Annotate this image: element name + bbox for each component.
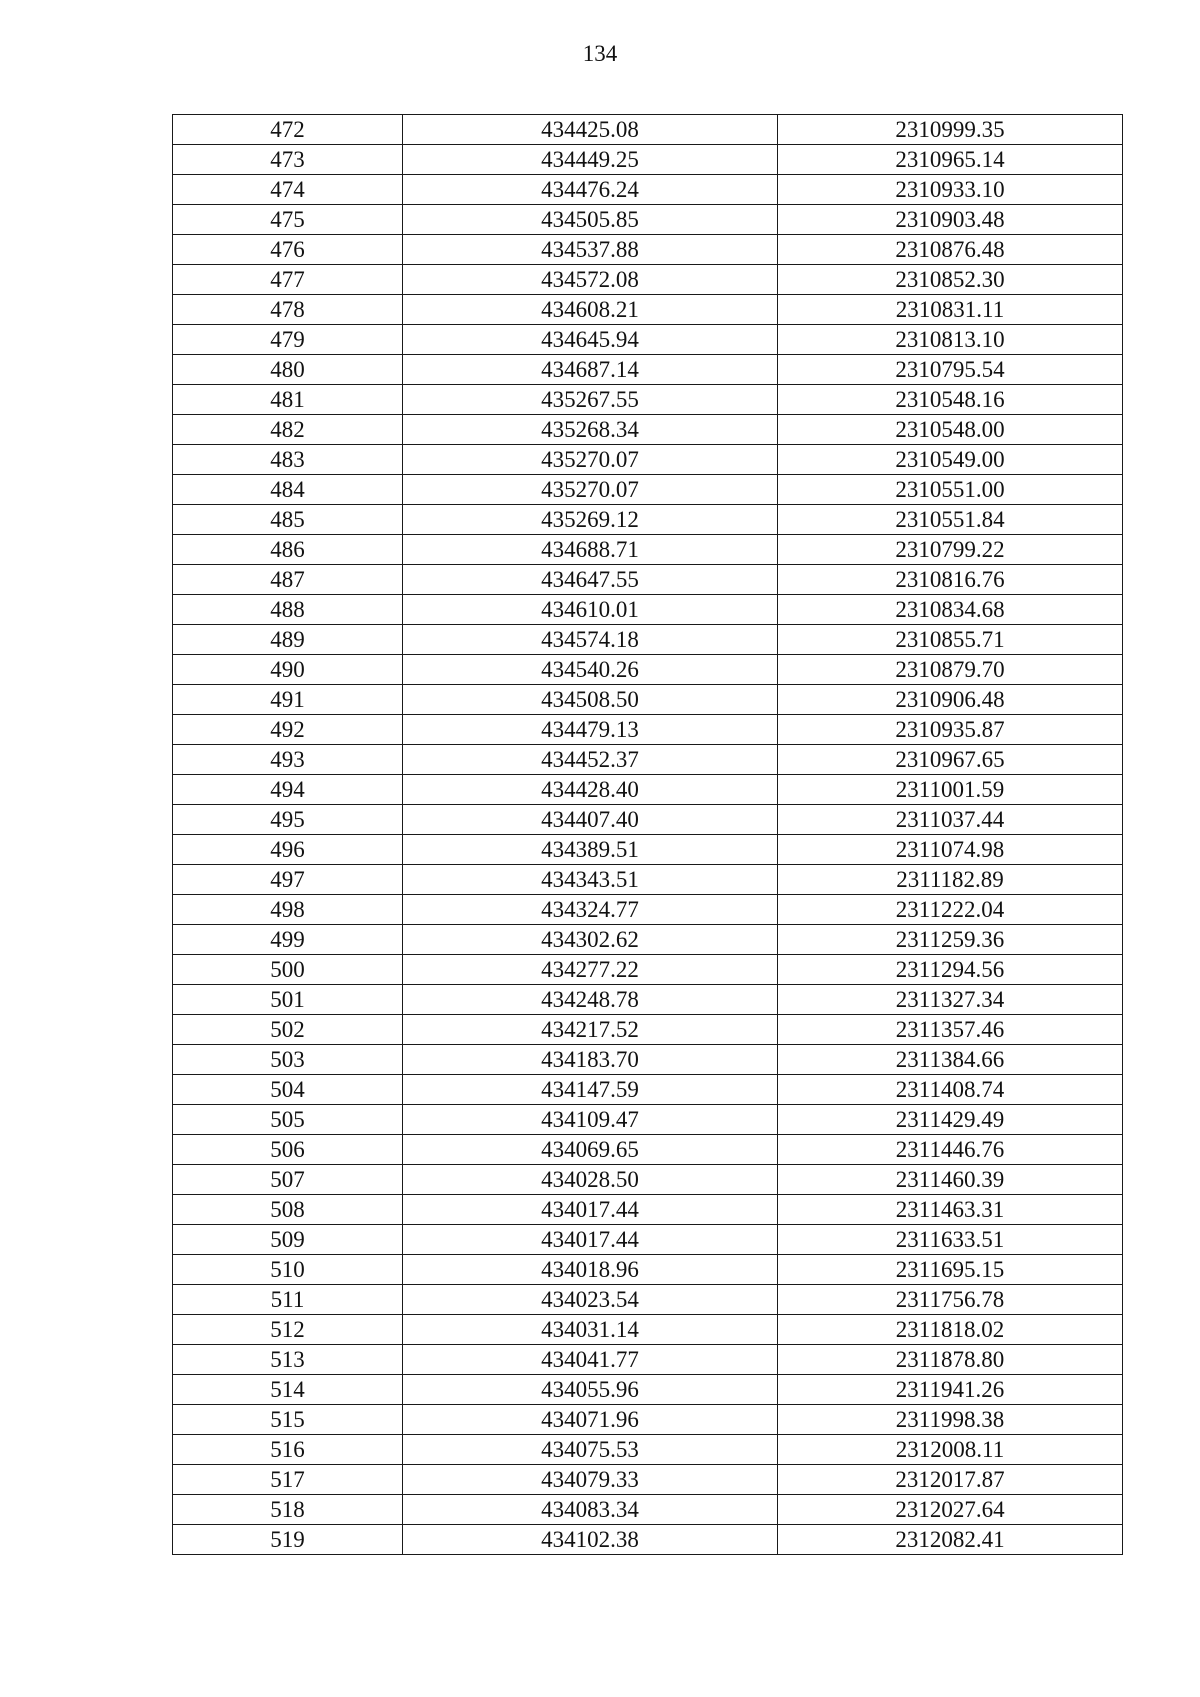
table-row	[173, 1045, 1123, 1075]
x-coordinate-cell: 435267.55	[403, 385, 778, 415]
y-coordinate-cell: 2311429.49	[778, 1105, 1123, 1135]
table-row	[173, 205, 1123, 235]
table-row	[173, 1285, 1123, 1315]
x-coordinate-cell: 434505.85	[403, 205, 778, 235]
y-coordinate-cell: 2311818.02	[778, 1315, 1123, 1345]
table-row	[173, 505, 1123, 535]
table-row	[173, 1015, 1123, 1045]
y-coordinate-cell: 2311695.15	[778, 1255, 1123, 1285]
point-number-cell: 491	[173, 685, 403, 715]
y-coordinate-cell: 2311878.80	[778, 1345, 1123, 1375]
point-number-cell: 486	[173, 535, 403, 565]
x-coordinate-cell: 434425.08	[403, 115, 778, 145]
point-number-cell: 505	[173, 1105, 403, 1135]
table-row	[173, 1225, 1123, 1255]
point-number-cell: 509	[173, 1225, 403, 1255]
x-coordinate-cell: 434452.37	[403, 745, 778, 775]
y-coordinate-cell: 2310799.22	[778, 535, 1123, 565]
point-number-cell: 515	[173, 1405, 403, 1435]
table-row	[173, 805, 1123, 835]
x-coordinate-cell: 434647.55	[403, 565, 778, 595]
x-coordinate-cell: 434031.14	[403, 1315, 778, 1345]
table-row	[173, 1465, 1123, 1495]
y-coordinate-cell: 2311633.51	[778, 1225, 1123, 1255]
table-row	[173, 445, 1123, 475]
point-number-cell: 495	[173, 805, 403, 835]
y-coordinate-cell: 2310852.30	[778, 265, 1123, 295]
y-coordinate-cell: 2310548.00	[778, 415, 1123, 445]
table-row	[173, 1105, 1123, 1135]
point-number-cell: 497	[173, 865, 403, 895]
point-number-cell: 484	[173, 475, 403, 505]
x-coordinate-cell: 434608.21	[403, 295, 778, 325]
table-row	[173, 1075, 1123, 1105]
point-number-cell: 479	[173, 325, 403, 355]
table-row	[173, 955, 1123, 985]
x-coordinate-cell: 434428.40	[403, 775, 778, 805]
point-number-cell: 504	[173, 1075, 403, 1105]
x-coordinate-cell: 434343.51	[403, 865, 778, 895]
point-number-cell: 473	[173, 145, 403, 175]
y-coordinate-cell: 2310906.48	[778, 685, 1123, 715]
table-row	[173, 115, 1123, 145]
point-number-cell: 516	[173, 1435, 403, 1465]
table-row	[173, 1255, 1123, 1285]
point-number-cell: 502	[173, 1015, 403, 1045]
point-number-cell: 477	[173, 265, 403, 295]
x-coordinate-cell: 434075.53	[403, 1435, 778, 1465]
x-coordinate-cell: 434476.24	[403, 175, 778, 205]
y-coordinate-cell: 2311941.26	[778, 1375, 1123, 1405]
table-row	[173, 1345, 1123, 1375]
table-row	[173, 595, 1123, 625]
y-coordinate-cell: 2310935.87	[778, 715, 1123, 745]
point-number-cell: 472	[173, 115, 403, 145]
y-coordinate-cell: 2311463.31	[778, 1195, 1123, 1225]
point-number-cell: 513	[173, 1345, 403, 1375]
point-number-cell: 474	[173, 175, 403, 205]
y-coordinate-cell: 2310551.84	[778, 505, 1123, 535]
x-coordinate-cell: 434018.96	[403, 1255, 778, 1285]
x-coordinate-cell: 434479.13	[403, 715, 778, 745]
point-number-cell: 512	[173, 1315, 403, 1345]
point-number-cell: 481	[173, 385, 403, 415]
x-coordinate-cell: 434083.34	[403, 1495, 778, 1525]
point-number-cell: 507	[173, 1165, 403, 1195]
y-coordinate-cell: 2310933.10	[778, 175, 1123, 205]
y-coordinate-cell: 2310795.54	[778, 355, 1123, 385]
y-coordinate-cell: 2310965.14	[778, 145, 1123, 175]
point-number-cell: 492	[173, 715, 403, 745]
point-number-cell: 514	[173, 1375, 403, 1405]
point-number-cell: 480	[173, 355, 403, 385]
point-number-cell: 483	[173, 445, 403, 475]
y-coordinate-cell: 2310549.00	[778, 445, 1123, 475]
table-row	[173, 1165, 1123, 1195]
x-coordinate-cell: 434302.62	[403, 925, 778, 955]
table-row	[173, 1495, 1123, 1525]
x-coordinate-cell: 434324.77	[403, 895, 778, 925]
point-number-cell: 489	[173, 625, 403, 655]
x-coordinate-cell: 434071.96	[403, 1405, 778, 1435]
x-coordinate-cell: 434147.59	[403, 1075, 778, 1105]
x-coordinate-cell: 434109.47	[403, 1105, 778, 1135]
y-coordinate-cell: 2310813.10	[778, 325, 1123, 355]
point-number-cell: 518	[173, 1495, 403, 1525]
x-coordinate-cell: 434572.08	[403, 265, 778, 295]
coordinate-table-body	[173, 115, 1123, 1555]
point-number-cell: 485	[173, 505, 403, 535]
point-number-cell: 494	[173, 775, 403, 805]
y-coordinate-cell: 2311460.39	[778, 1165, 1123, 1195]
table-row	[173, 685, 1123, 715]
x-coordinate-cell: 434217.52	[403, 1015, 778, 1045]
y-coordinate-cell: 2311001.59	[778, 775, 1123, 805]
x-coordinate-cell: 434183.70	[403, 1045, 778, 1075]
x-coordinate-cell: 434688.71	[403, 535, 778, 565]
y-coordinate-cell: 2311074.98	[778, 835, 1123, 865]
y-coordinate-cell: 2311222.04	[778, 895, 1123, 925]
y-coordinate-cell: 2310999.35	[778, 115, 1123, 145]
y-coordinate-cell: 2312008.11	[778, 1435, 1123, 1465]
point-number-cell: 487	[173, 565, 403, 595]
y-coordinate-cell: 2312017.87	[778, 1465, 1123, 1495]
y-coordinate-cell: 2311384.66	[778, 1045, 1123, 1075]
x-coordinate-cell: 434017.44	[403, 1225, 778, 1255]
x-coordinate-cell: 434574.18	[403, 625, 778, 655]
y-coordinate-cell: 2312027.64	[778, 1495, 1123, 1525]
table-row	[173, 415, 1123, 445]
point-number-cell: 493	[173, 745, 403, 775]
table-row	[173, 385, 1123, 415]
table-row	[173, 1435, 1123, 1465]
y-coordinate-cell: 2310903.48	[778, 205, 1123, 235]
y-coordinate-cell: 2311294.56	[778, 955, 1123, 985]
y-coordinate-cell: 2310816.76	[778, 565, 1123, 595]
coordinate-table-container	[172, 114, 1122, 1555]
point-number-cell: 490	[173, 655, 403, 685]
x-coordinate-cell: 435269.12	[403, 505, 778, 535]
table-row	[173, 775, 1123, 805]
y-coordinate-cell: 2310834.68	[778, 595, 1123, 625]
x-coordinate-cell: 434508.50	[403, 685, 778, 715]
y-coordinate-cell: 2310967.65	[778, 745, 1123, 775]
point-number-cell: 488	[173, 595, 403, 625]
x-coordinate-cell: 435270.07	[403, 445, 778, 475]
table-row	[173, 865, 1123, 895]
y-coordinate-cell: 2310876.48	[778, 235, 1123, 265]
table-row	[173, 925, 1123, 955]
x-coordinate-cell: 434610.01	[403, 595, 778, 625]
table-row	[173, 745, 1123, 775]
point-number-cell: 499	[173, 925, 403, 955]
x-coordinate-cell: 435268.34	[403, 415, 778, 445]
y-coordinate-cell: 2311446.76	[778, 1135, 1123, 1165]
table-row	[173, 175, 1123, 205]
point-number-cell: 478	[173, 295, 403, 325]
table-row	[173, 145, 1123, 175]
x-coordinate-cell: 434540.26	[403, 655, 778, 685]
y-coordinate-cell: 2311756.78	[778, 1285, 1123, 1315]
table-row	[173, 625, 1123, 655]
x-coordinate-cell: 434537.88	[403, 235, 778, 265]
y-coordinate-cell: 2311408.74	[778, 1075, 1123, 1105]
table-row	[173, 1315, 1123, 1345]
x-coordinate-cell: 434079.33	[403, 1465, 778, 1495]
point-number-cell: 498	[173, 895, 403, 925]
x-coordinate-cell: 434449.25	[403, 145, 778, 175]
y-coordinate-cell: 2310879.70	[778, 655, 1123, 685]
x-coordinate-cell: 434023.54	[403, 1285, 778, 1315]
table-row	[173, 565, 1123, 595]
table-row	[173, 295, 1123, 325]
point-number-cell: 501	[173, 985, 403, 1015]
point-number-cell: 496	[173, 835, 403, 865]
table-row	[173, 835, 1123, 865]
y-coordinate-cell: 2311357.46	[778, 1015, 1123, 1045]
point-number-cell: 519	[173, 1525, 403, 1555]
x-coordinate-cell: 434389.51	[403, 835, 778, 865]
x-coordinate-cell: 434248.78	[403, 985, 778, 1015]
point-number-cell: 508	[173, 1195, 403, 1225]
table-row	[173, 265, 1123, 295]
x-coordinate-cell: 434055.96	[403, 1375, 778, 1405]
x-coordinate-cell: 434102.38	[403, 1525, 778, 1555]
y-coordinate-cell: 2311037.44	[778, 805, 1123, 835]
table-row	[173, 325, 1123, 355]
table-row	[173, 895, 1123, 925]
table-row	[173, 535, 1123, 565]
point-number-cell: 511	[173, 1285, 403, 1315]
table-row	[173, 1405, 1123, 1435]
point-number-cell: 510	[173, 1255, 403, 1285]
point-number-cell: 500	[173, 955, 403, 985]
table-row	[173, 985, 1123, 1015]
point-number-cell: 476	[173, 235, 403, 265]
table-row	[173, 355, 1123, 385]
table-row	[173, 655, 1123, 685]
point-number-cell: 506	[173, 1135, 403, 1165]
table-row	[173, 1195, 1123, 1225]
x-coordinate-cell: 434645.94	[403, 325, 778, 355]
table-row	[173, 1135, 1123, 1165]
y-coordinate-cell: 2312082.41	[778, 1525, 1123, 1555]
x-coordinate-cell: 434069.65	[403, 1135, 778, 1165]
x-coordinate-cell: 434277.22	[403, 955, 778, 985]
table-row	[173, 715, 1123, 745]
point-number-cell: 475	[173, 205, 403, 235]
x-coordinate-cell: 434687.14	[403, 355, 778, 385]
x-coordinate-cell: 434017.44	[403, 1195, 778, 1225]
coordinate-table	[172, 114, 1123, 1555]
page-number: 134	[582, 41, 618, 66]
x-coordinate-cell: 434028.50	[403, 1165, 778, 1195]
point-number-cell: 503	[173, 1045, 403, 1075]
y-coordinate-cell: 2311998.38	[778, 1405, 1123, 1435]
table-row	[173, 475, 1123, 505]
table-row	[173, 235, 1123, 265]
point-number-cell: 517	[173, 1465, 403, 1495]
y-coordinate-cell: 2311259.36	[778, 925, 1123, 955]
x-coordinate-cell: 434041.77	[403, 1345, 778, 1375]
y-coordinate-cell: 2310831.11	[778, 295, 1123, 325]
y-coordinate-cell: 2311182.89	[778, 865, 1123, 895]
table-row	[173, 1375, 1123, 1405]
point-number-cell: 482	[173, 415, 403, 445]
y-coordinate-cell: 2310551.00	[778, 475, 1123, 505]
x-coordinate-cell: 434407.40	[403, 805, 778, 835]
y-coordinate-cell: 2310855.71	[778, 625, 1123, 655]
table-row	[173, 1525, 1123, 1555]
y-coordinate-cell: 2311327.34	[778, 985, 1123, 1015]
x-coordinate-cell: 435270.07	[403, 475, 778, 505]
y-coordinate-cell: 2310548.16	[778, 385, 1123, 415]
